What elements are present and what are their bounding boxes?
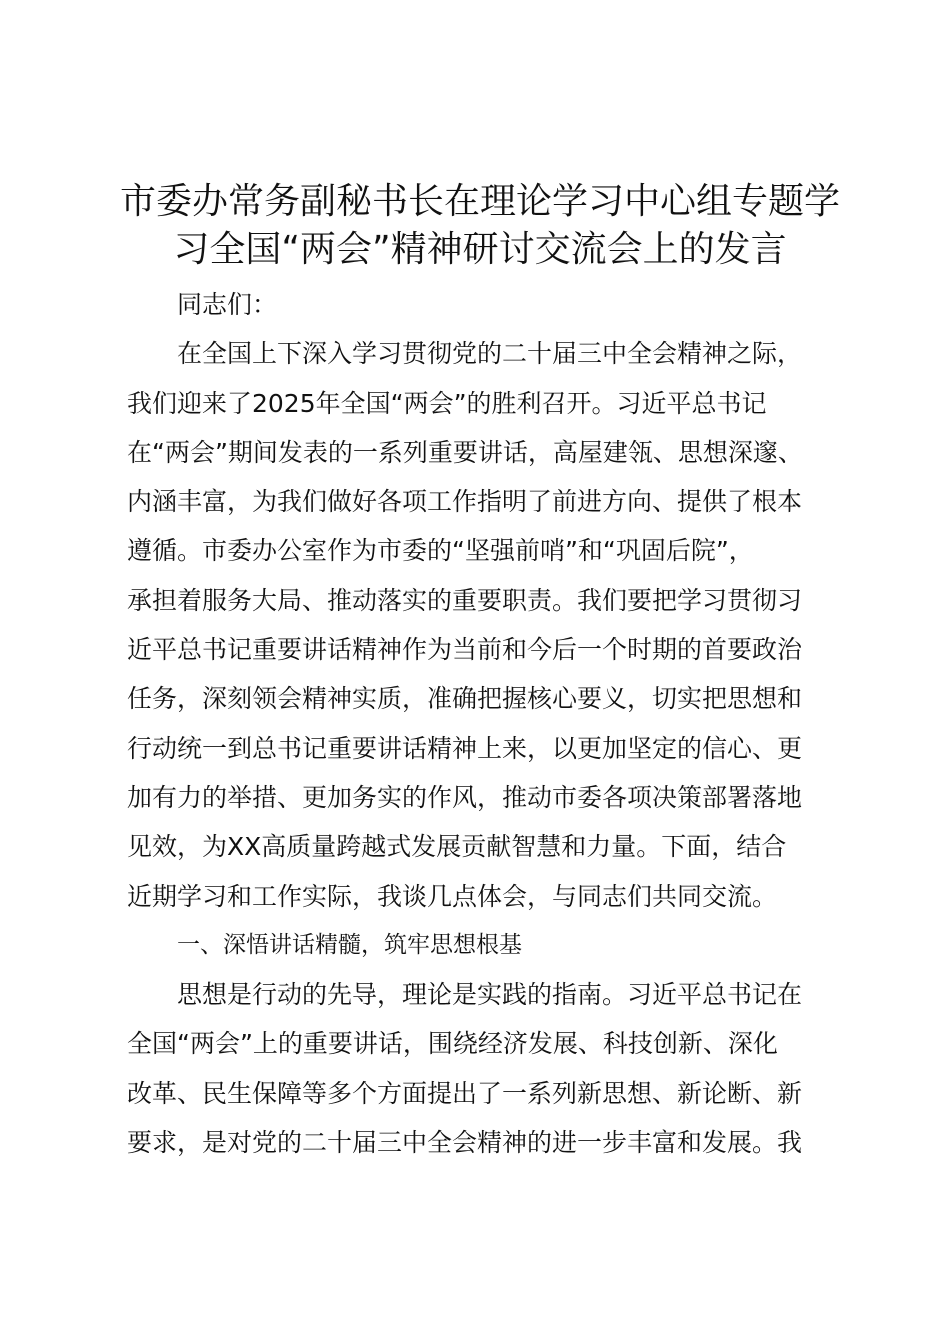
- document-body: [127, 280, 847, 1167]
- paragraph-line: 任务，深刻领会精神实质，准确把握核心要义，切实把思想和: [127, 684, 803, 714]
- paragraph-line: 改革、民生保障等多个方面提出了一系列新思想、新论断、新: [127, 1078, 803, 1108]
- paragraph-line: 承担着服务大局、推动落实的重要职责。我们要把学习贯彻习: [127, 585, 803, 615]
- paragraph-line: 见效，为XX高质量跨越式发展贡献智慧和力量。下面，结合: [127, 832, 787, 862]
- title-line-1: 市委办常务副秘书长在理论学习中心组专题学: [119, 181, 840, 222]
- paragraph-line: 思想是行动的先导，理论是实践的指南。习近平总书记在: [177, 980, 803, 1010]
- document-title: [110, 178, 850, 274]
- paragraph-line: 我们迎来了2025年全国“两会”的胜利召开。习近平总书记: [127, 388, 767, 418]
- paragraph-line: 行动统一到总书记重要讲话精神上来，以更加坚定的信心、更: [127, 733, 803, 763]
- title-line-2: 习全国“两会”精神研讨交流会上的发言: [173, 229, 787, 270]
- paragraph-line: 要求，是对党的二十届三中全会精神的进一步丰富和发展。我: [127, 1128, 803, 1158]
- salutation: 同志们：: [177, 290, 278, 319]
- paragraph-line: 内涵丰富，为我们做好各项工作指明了前进方向、提供了根本: [127, 487, 803, 517]
- paragraph-line: 在全国上下深入学习贯彻党的二十届三中全会精神之际，: [177, 339, 803, 369]
- section-heading: 一、深悟讲话精髓，筑牢思想根基: [177, 931, 522, 958]
- paragraph-line: 在“两会”期间发表的一系列重要讲话，高屋建瓴、思想深邃、: [127, 437, 803, 467]
- paragraph-line: 加有力的举措、更加务实的作风，推动市委各项决策部署落地: [127, 782, 803, 812]
- paragraph-line: 近期学习和工作实际，我谈几点体会，与同志们共同交流。: [127, 881, 778, 911]
- paragraph-line: 近平总书记重要讲话精神作为当前和今后一个时期的首要政治: [127, 635, 803, 665]
- paragraph-line: 遵循。市委办公室作为市委的“坚强前哨”和“巩固后院”，: [127, 536, 754, 566]
- paragraph-line: 全国“两会”上的重要讲话，围绕经济发展、科技创新、深化: [127, 1029, 778, 1059]
